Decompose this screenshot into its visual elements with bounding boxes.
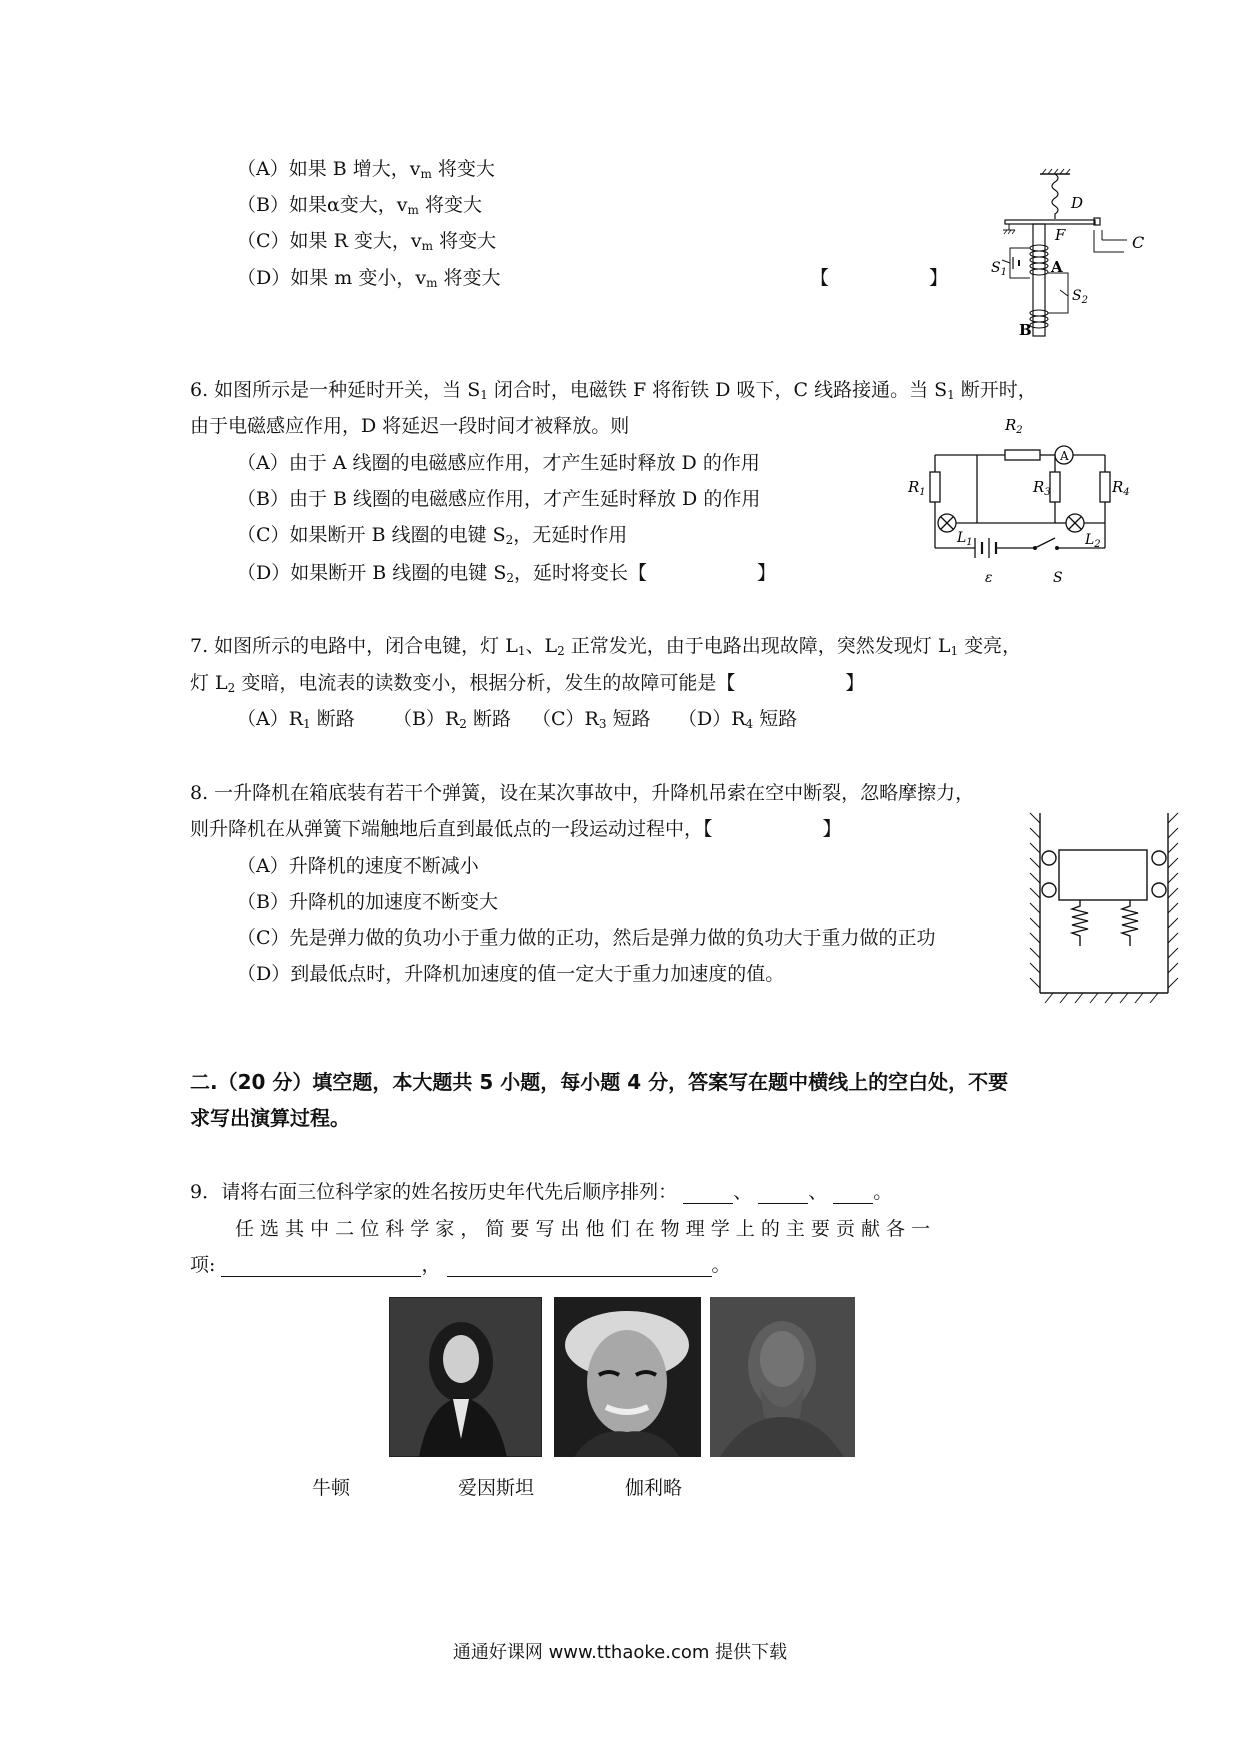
relay-label-c: C [1132, 233, 1145, 252]
q5-option-a: （A）如果 B 增大，$v_m$ 将变大 [237, 158, 495, 181]
q6-option-a: （A）由于 A 线圈的电磁感应作用，才产生延时释放 D 的作用 [237, 452, 760, 474]
relay-switch-figure [975, 168, 1175, 343]
q9-line3: 项: ， 。 [190, 1254, 731, 1276]
q8-option-c: （C）先是弹力做的负功小于重力做的正功，然后是弹力做的负功大于重力做的正功 [237, 927, 936, 949]
einstein-portrait [554, 1297, 701, 1457]
circuit-label-r4: $R_4$ [1112, 478, 1130, 498]
q5-option-c: （C）如果 R 变大，$v_m$ 将变大 [237, 230, 497, 253]
circuit-label-l1: $L_1$ [957, 530, 973, 548]
page-footer: 通通好课网 www.tthaoke.com 提供下载 [452, 1642, 788, 1663]
q5-option-d: （D）如果 m 变小，$v_m$ 将变大 [237, 267, 501, 290]
q9-contribution-blank-1[interactable] [221, 1256, 421, 1277]
q5-answer-bracket: 【 】 [810, 267, 949, 289]
relay-label-f: F [1055, 226, 1066, 244]
section2-heading-line1: 二.（20 分）填空题，本大题共 5 小题，每小题 4 分，答案写在题中横线上的空白处，不要 [190, 1070, 1009, 1094]
caption-newton: 牛顿 [312, 1477, 351, 1499]
relay-label-a: A [1051, 258, 1063, 276]
q8-option-b: （B）升降机的加速度不断变大 [237, 891, 498, 913]
q6-option-c: （C）如果断开 B 线圈的电键 $S_2$，无延时作用 [237, 524, 628, 547]
q9-contribution-blank-2[interactable] [447, 1256, 712, 1277]
q7-option-d: $(D)R_4$ 短路 [678, 708, 798, 731]
relay-label-s2: $S_2$ [1072, 288, 1088, 306]
q6-stem-line2: 由于电磁感应作用，D 将延迟一段时间才被释放。则 [190, 415, 630, 437]
circuit-label-emf: ε [985, 570, 993, 586]
circuit-label-r2: $R_2$ [1005, 416, 1023, 436]
caption-einstein: 爱因斯坦 [458, 1477, 535, 1499]
q8-stem-line2: 则升降机在从弹簧下端触地后直到最低点的一段运动过程中，【 】 [190, 818, 842, 840]
q9-order-blank-1[interactable] [683, 1183, 733, 1204]
circuit-ammeter: A [1060, 449, 1069, 463]
section2-heading-line2: 求写出演算过程。 [190, 1106, 350, 1130]
relay-label-b: B [1019, 321, 1032, 339]
caption-galileo: 伽利略 [625, 1477, 683, 1499]
circuit-label-r1: $R_1$ [908, 478, 926, 498]
newton-portrait [389, 1297, 542, 1457]
q5-option-b: （B）如果α变大，$v_m$ 将变大 [237, 194, 482, 217]
q9-line2: 任 选 其 中 二 位 科 学 家 ， 简 要 写 出 他 们 在 物 理 学 上 的 主 要 贡 献 各 一 [235, 1218, 931, 1240]
q6-option-d: （D）如果断开 B 线圈的电键 $S_2$，延时将变长【 】 [237, 562, 777, 585]
circuit-figure [905, 410, 1130, 595]
q8-option-a: （A）升降机的速度不断减小 [237, 855, 479, 877]
q7-stem-line1: 7. 如图所示的电路中，闭合电键，灯 $L_1$、$L_2$ 正常发光，由于电路出现故障，突然发现灯 $L_1$ 变亮， [190, 635, 1022, 658]
q9-line1: 9．请将右面三位科学家的姓名按历史年代先后顺序排列： 、 、 。 [190, 1181, 893, 1203]
q8-stem-line1: 8. 一升降机在箱底装有若干个弹簧，设在某次事故中，升降机吊索在空中断裂，忽略摩擦力， [190, 782, 975, 804]
circuit-label-switch: S [1053, 570, 1063, 586]
relay-label-s1: $S_1$ [991, 260, 1007, 278]
q7-option-b: $(B)R_2$ 断路 [393, 708, 511, 731]
q9-order-blank-3[interactable] [833, 1183, 873, 1204]
relay-label-d: D [1071, 194, 1084, 212]
circuit-label-l2: $L_2$ [1085, 532, 1101, 550]
q8-option-d: （D）到最低点时，升降机加速度的值一定大于重力加速度的值。 [237, 963, 785, 985]
q7-stem-line2: 灯 $L_2$ 变暗，电流表的读数变小，根据分析，发生的故障可能是【 】 [190, 672, 865, 695]
elevator-figure [1025, 808, 1195, 1008]
circuit-label-r3: $R_3$ [1033, 478, 1051, 498]
q6-option-b: （B）由于 B 线圈的电磁感应作用，才产生延时释放 D 的作用 [237, 488, 761, 510]
q6-stem-line1: 6. 如图所示是一种延时开关，当 $S_1$ 闭合时，电磁铁 F 将衔铁 D 吸下，C 线路接通。当 $S_1$ 断开时， [190, 379, 1037, 402]
galileo-portrait [710, 1297, 855, 1457]
q7-option-a: $(A)R_1$ 断路 [237, 708, 355, 731]
q7-option-c: $(C)R_3$ 短路 [532, 708, 651, 731]
q9-order-blank-2[interactable] [758, 1183, 808, 1204]
